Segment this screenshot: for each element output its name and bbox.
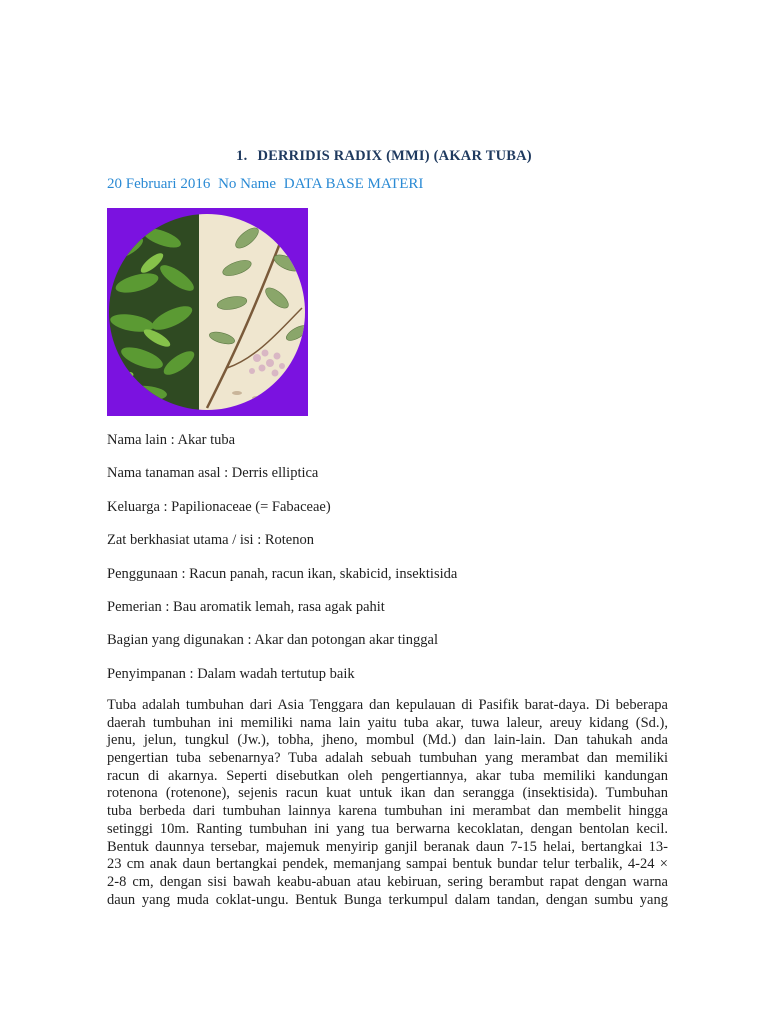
paragraph-line: 2-8 cm, dengan sisi bawah keabu-abuan atau kebiruan, sering berambut rapat dengan warna (107, 873, 668, 890)
paragraph-line: racun di akarnya. Seperti disebutkan oleh pengertiannya, akar tuba memiliki kandungan (107, 767, 668, 784)
field-keluarga: Keluarga : Papilionaceae (= Fabaceae) (107, 498, 331, 515)
field-bagian: Bagian yang digunakan : Akar dan potongan akar tinggal (107, 632, 438, 649)
post-category[interactable]: DATA BASE MATERI (283, 176, 424, 192)
paragraph-line: daerah tumbuhan ini memiliki nama lain yaitu tuba akar, tuwa laleur, areuy kidang (Sd.), (107, 714, 668, 731)
heading-number: 1. (236, 148, 248, 164)
description-paragraph (107, 697, 668, 909)
field-pemerian: Pemerian : Bau aromatik lemah, rasa agak pahit (107, 598, 385, 615)
post-author[interactable]: No Name (218, 176, 276, 192)
field-penggunaan: Penggunaan : Racun panah, racun ikan, skabicid, insektisida (107, 565, 458, 582)
paragraph-line: Tuba adalah tumbuhan dari Asia Tenggara dan kepulauan di Pasifik barat-daya. Di beberapa (107, 697, 668, 713)
paragraph-line: jenu, jelun, tungkul (Jw.), tobha, jheno, mombul (Md.) dan lain-lain. Dan tahukah anda (107, 732, 668, 749)
field-nama-lain: Nama lain : Akar tuba (107, 432, 236, 448)
section-heading (0, 148, 768, 165)
post-meta (107, 176, 427, 193)
paragraph-line: rotenona (rotenone), sejenis racun kuat untuk ikan dan serangga (insektisida). Tumbuhan (107, 785, 668, 802)
paragraph-line: daun yang muda coklat-ungu. Bentuk Bunga terkumpul dalam tandan, dengan sumbu yang (107, 891, 668, 908)
paragraph-line: setinggi 10m. Ranting tumbuhan ini yang tua berwarna kecoklatan, dengan bentolan kecil. (107, 820, 668, 837)
paragraph-line: pengertian tuba sebenarnya? Tuba adalah sebuah tumbuhan yang merambat dan memiliki (107, 750, 668, 767)
plant-fields (107, 432, 667, 699)
field-nama-tanaman: Nama tanaman asal : Derris elliptica (107, 465, 319, 482)
paragraph-line: tuba berbeda dari tumbuhan lainnya karena tumbuhan ini merambat dan membelit hingga (107, 803, 668, 820)
paragraph-line: Bentuk daunnya tersebar, majemuk menyirip ganjil beranak daun 7-15 helai, bertangkai 13- (107, 838, 668, 855)
plant-illustration (107, 208, 308, 416)
field-penyimpanan: Penyimpanan : Dalam wadah tertutup baik (107, 665, 355, 682)
paragraph-line: 23 cm anak daun bertangkai pendek, memanjang sampai bentuk bundar telur terbalik, 4-24 × (107, 856, 668, 873)
plant-image (107, 208, 308, 416)
heading-title: DERRIDIS RADIX (MMI) (AKAR TUBA) (257, 148, 532, 164)
field-zat-berkhasiat: Zat berkhasiat utama / isi : Rotenon (107, 532, 314, 549)
post-date[interactable]: 20 Februari 2016 (107, 176, 211, 192)
